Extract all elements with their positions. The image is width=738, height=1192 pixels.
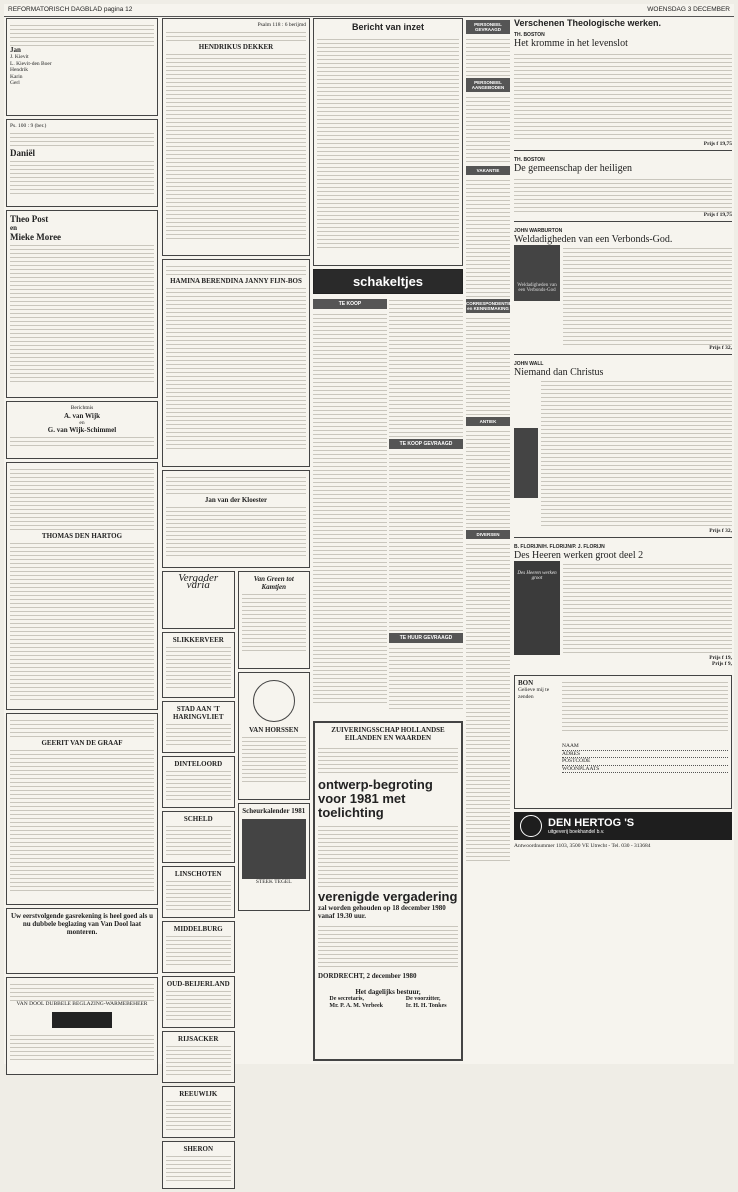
book-title: Des Heeren werken groot deel 2 [514,550,644,561]
book-cover-image: Des Heeren werken groot [514,561,560,655]
column-4 [466,18,510,1058]
church-item: STAD AAN 'T HARINGVLIET [162,701,235,753]
church-item: LINSCHOTEN [162,866,235,918]
green-advert: Van Green tot Kamtjen [238,571,311,669]
advert-company: VAN DOOL DUBBELE BEGLAZING-WARMEBEHEER [16,1001,148,1007]
column-2 [162,18,310,1153]
book-title: Weldadigheden van een Verbonds-God. [514,234,673,245]
church-item: OUD-BEIJERLAND [162,976,235,1028]
notice-line: en [79,419,85,426]
column-3 [313,18,463,1058]
bon-label: BON [518,679,534,687]
advert-text: Uw eerstvolgende gasrekening is heel goed als u nu dubbele beglazing van Van Dool laat monteren. [10,912,153,936]
zuivering-advert [313,721,463,1061]
family-notice-2 [6,119,158,207]
den-hertog-logo: DEN HERTOG 'S uitgeverij boekhandel b.v. [514,812,732,840]
horssen-advert: VAN HORSSEN [238,672,311,800]
zuivering-title: ZUIVERINGSSCHAP HOLLANDSE EILANDEN EN WAARDEN [331,726,445,742]
death-notice-4 [162,259,310,467]
kalender-image [242,819,307,879]
notice-name: Mieke Moree [10,232,62,242]
book-price: Prijs f 19, [709,655,732,661]
church-item: REEUWIJK [162,1086,235,1138]
church-item: SLIKKERVEER [162,632,235,698]
church-item: MIDDELBURG [162,921,235,973]
bestuur: Het dagelijks bestuur, [355,988,421,996]
church-item: SCHELD [162,811,235,863]
book-section-4: JOHN WALL Niemand dan Christus Prijs f 32, [514,354,732,534]
death-notice-1 [6,462,158,710]
notice-line: Gerl [10,80,20,86]
logo-emblem-icon [520,815,542,837]
death-notice-2 [6,713,158,905]
book-section-1: TH. BOSTON Het kromme in het levenslot Prijs f 19,75 [514,32,732,147]
book-title: Het kromme in het levenslot [514,38,628,49]
header-left: REFORMATORISCH DAGBLAD pagina 12 [8,6,133,13]
bericht-title: Bericht van inzet [351,22,425,32]
bericht-advert [313,18,463,266]
book-section-5: B. FLORIJN/H. FLORIJN/P. J. FLORIJN Des Heeren werken groot deel 2 Des Heeren werken groot Prijs f 19, Prijs f 9, [514,537,732,667]
stamp-icon [253,680,295,722]
church-col-left [162,571,235,1192]
section-personeel-gevraagd: PERSONEEL GEVRAAGD [466,20,510,34]
notice-name: HAMINA BERENDINA JANNY FIJN-BOS [170,277,302,285]
section-diversen: DIVERSEN [466,530,510,539]
book-title: Niemand dan Christus [514,367,604,378]
notice-line: Berichtnis [70,405,94,411]
book-price: Prijs f 19,75 [703,141,732,147]
kalender-advert: Scheurkalender 1981 STEEK TEGEL [238,803,311,911]
notice-name: Theo Post [10,214,49,224]
header-right: WOENSDAG 3 DECEMBER [647,6,730,13]
notice-name: G. van Wijk-Schimmel [47,426,117,434]
section-personeel-aangeboden: PERSONEEL AANGEBODEN [466,78,510,92]
notice-name: Daniël [10,147,36,158]
psalm-ref: Ps. 100 : 9 (ber.) [10,123,47,129]
book-price: Prijs f 32, [709,345,732,351]
order-coupon: BON Gelieve mij te zenden NAAM ADRES POSTCODE WOONPLAATS [514,675,732,809]
church-item: DINTELOORD [162,756,235,808]
notice-line: en [10,224,17,232]
notice-name: Jan van der Kloester [204,496,268,504]
section-te-huur: TE HUUR GEVRAAGD [389,633,463,643]
notice-line: Hendrik [10,67,29,73]
death-notice-3 [162,18,310,256]
notice-name: HENDRIKUS DEKKER [198,42,274,51]
church-columns [162,571,310,1192]
classified-columns [313,297,463,717]
theology-title: Verschenen Theologische werken. [514,18,662,28]
notice-name: Jan [10,46,21,54]
section-te-koop-gevraagd: TE KOOP GEVRAAGD [389,439,463,449]
ontwerp-title: ontwerp-begroting voor 1981 met toelichting [318,777,433,820]
page-header [4,4,734,17]
section-correspondentie: CORRESPONDENTIE en KENNISMAKING [466,301,512,311]
book-cover-image [514,428,538,498]
notice-line: J. Kievit [10,54,29,60]
notice-name: GEERIT VAN DE GRAAF [41,739,123,747]
church-item: RIJSACKER [162,1031,235,1083]
naam-field[interactable]: NAAM [562,743,728,751]
church-col-right [238,571,311,1192]
notice-name: THOMAS DEN HARTOG [41,532,123,540]
verenigde-title: verenigde vergadering [318,889,458,904]
ber-notice [6,401,158,459]
psalm-ref: Psalm 118 : 6 berijmd [257,22,306,28]
book-price: Prijs f 32, [709,528,732,534]
postcode-field[interactable]: POSTCODE [562,758,728,766]
column-5 [514,18,732,1058]
section-te-koop: TE KOOP [313,299,387,309]
vergader-varia: Vergader varia [162,571,235,629]
verg-text: zal worden gehouden op 18 december 1980 vanaf 19.30 uur. [318,904,446,920]
notice-line: Karin [10,73,23,80]
section-vakantie: VAKANTIE [466,166,510,175]
newspaper-page [4,4,734,1153]
notice-line: L. Kievit-den Boer [10,60,52,67]
dool-logo [52,1012,112,1028]
schakeltjes-banner: schakeltjes [313,269,463,294]
signatures: De secretaris, Mr. P. A. M. Verbeek De voorzitter, Ir. H. H. Tonkes [329,996,447,1009]
book-price: Prijs f 9, [711,661,732,667]
section-antiek: ANTIEK [466,417,510,426]
book-title: De gemeenschap der heiligen [514,163,633,174]
dool-advert-2 [6,977,158,1075]
adres-field[interactable]: ADRES [562,751,728,759]
notice-name: A. van Wijk [63,411,101,420]
book-section-3: JOHN WARBURTON Weldadigheden van een Verbonds-God. Weldadigheden van een Verbonds-God Prijs f 32, [514,221,732,351]
book-price: Prijs f 19,75 [703,212,732,218]
dordrecht-date: DORDRECHT, 2 december 1980 [318,972,417,980]
woonplaats-field[interactable]: WOONPLAATS [562,766,728,774]
dool-advert [6,908,158,974]
book-cover-image: Weldadigheden van een Verbonds-God [514,245,560,301]
book-section-2: TH. BOSTON De gemeenschap der heiligen Prijs f 19,75 [514,150,732,218]
death-notice-5 [162,470,310,568]
logo-address: Antwoordnummer 1103, 3500 VE Utrecht - Tel. 030 - 313684 [514,843,651,849]
family-notice-1 [6,18,158,116]
church-item: SHERON [162,1141,235,1189]
column-1 [6,18,158,1058]
wedding-notice [6,210,158,398]
